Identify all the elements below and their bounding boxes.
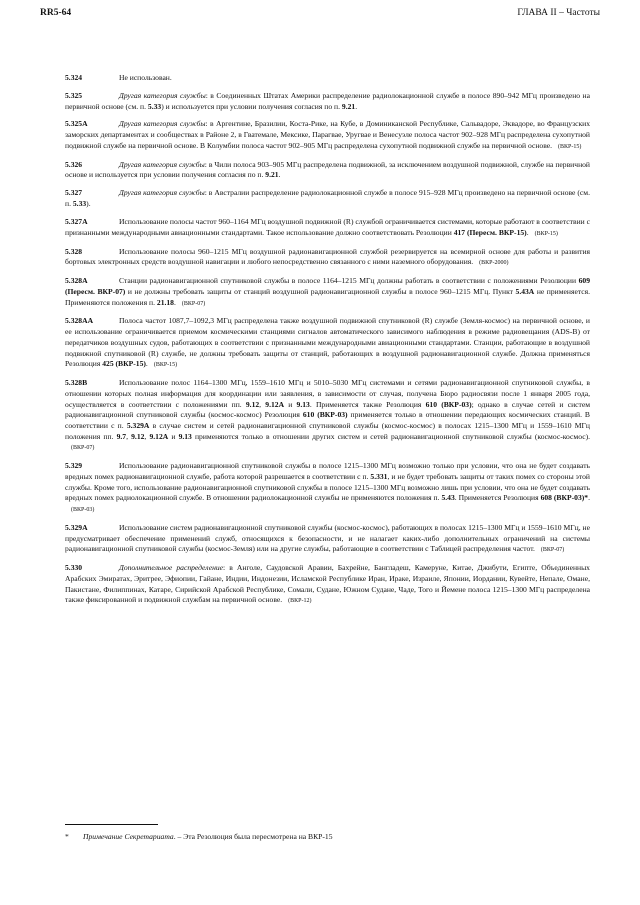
provision-number: 5.327 [65,188,83,198]
provision-text: Использование полосы 960–1215 МГц воздушной радионавигационной службой резервируется на всемирной основе для работы и развития бортовых электронных средств воздушной навигации и любого непосредственно связанного с ними наземного оборудования. [65,246,590,267]
provision-text: 9.21 [265,170,279,180]
provision-text: 9.21 [341,101,356,111]
provision-text: : в Чили полоса 903–905 МГц распределена подвижной, за исключением воздушной подвижной, службе на первичной основе и используется при условии получения согласия по п. [65,159,590,180]
provision-text: ). [86,199,91,209]
provision-text: Дополнительное распределение [119,563,224,573]
provision-paragraph [65,73,590,84]
provision-text: 9.12А [265,399,285,409]
provisions-list [65,73,590,614]
provision-text: применяются только в отношении других систем и сетей радионавигационной спутниковой службы (космос-космос). [191,431,590,441]
conference-reference: (ВКР-07) [181,300,206,307]
provision-paragraph [65,217,590,239]
provision-text: Другая категория службы [119,188,205,198]
provision-text: 9.12А [149,431,169,441]
provision-text: Полоса частот 1087,7–1092,3 МГц распределена также воздушной подвижной спутниковой (R) службе (Земля-космос) на первичной основе, и ее использование ограничивается приемом космическими станциями сигналов автоматического зависимого наблюдения в режиме радиовещания (ADS-B) от передатчиков воздушных судов, работающих в соответствии с признанными международными авиационными стандартами. Станции, работающие в воздушной подвижной спутниковой (R) службе, не должны требовать защиты от станций, работающих в воздушной радионавигационной службе. Должна применяться Резолюция [65,316,590,369]
provision-text: 9.12 [131,431,145,441]
provision-text: Использование полос 1164–1300 МГц, 1559–1610 МГц и 5010–5030 МГц системами и сетями радионавигационной спутниковой службы, в отношении которых полная информация для координации или заявления, в зависимости от случая, получена Бюро радиосвязи после 1 января 2005 года, осуществляется в соответствии с положениями пп. [65,378,590,409]
provision-number: 5.328АА [65,316,94,326]
provision-paragraph [65,160,590,181]
provision-text: . [278,170,281,180]
provision-text: и [168,431,179,441]
document-code: RR5-64 [40,8,72,18]
provision-text: . Применяется Резолюция [454,493,541,503]
footnote-text: . – Эта Резолюция была пересмотрена на ВКР-15 [173,832,333,841]
provision-text: ; однако в случае сетей и систем радионавигационной спутниковой службы (космос-космос) Резолюция [65,399,590,420]
provision-text: ) и используется при условии получения согласия по п. [161,101,342,111]
provision-text: . [145,359,148,369]
provision-paragraph [65,91,590,112]
footnote-label: Примечание Секретариата [83,832,174,841]
provision-text: 425 (ВКР-15) [102,359,146,369]
provision-text: : в Аргентине, Бразилии, Коста-Рике, на Кубе, в Доминиканской Республике, Сальвадоре, Эквадоре, во Французских заморских департаментах и сообществах в Районе 2, в Гватемале, Мексике, Парагвае, Уругвае и Венесуэле полоса частот 902–928 МГц распределена сухопутной подвижной службе на первичной основе. В Колумбии полоса частот 902–905 МГц распределена сухопутной подвижной службе на первичной основе. [65,119,591,150]
conference-reference: (ВКР-2000) [479,260,509,267]
provision-paragraph [65,276,590,309]
provision-number: 5.326 [65,159,83,169]
provision-paragraph [65,378,590,454]
provision-number: 5.328А [65,276,88,286]
provision-text: Использование полосы частот 960–1164 МГц воздушной подвижной (R) службой ограничивается системами, которые работают в соответствии с признанными международными авиационными стандартами. Такое использование должно соответствовать Резолюции [65,216,590,237]
conference-reference: (ВКР-12) [288,598,312,605]
provision-text: 9.7 [116,431,127,441]
provision-text: . [588,493,590,503]
provision-paragraph [65,247,590,269]
conference-reference: (ВКР-03) [71,507,95,514]
conference-reference: (ВКР-07) [71,445,95,452]
provision-text: . [526,227,529,237]
provision-number: 5.329 [65,461,83,471]
conference-reference: (ВКР-15) [534,230,558,237]
provision-text: 608 (ВКР-03)* [540,493,589,503]
provision-text: применяется только в отношении передающих космических станций. В соответствии с п. [65,410,590,430]
conference-reference: (ВКР-15) [153,362,178,369]
conference-reference: (ВКР-07) [540,547,565,554]
provision-text: 9.13 [296,399,310,409]
provision-paragraph [65,461,590,516]
provision-text: : в Австралии распределение радиолокационной службе в полосе 915–928 МГц произведено на первичной основе (см. п. [65,188,590,209]
provision-text: не применяется. Применяются положения п. [65,286,590,307]
provision-text: 5.33 [72,199,87,209]
provision-text: Другая категория службы [119,159,205,169]
provision-text: Использование радионавигационной спутниковой службы в полосе 1215–1300 МГц возможно только при условии, что она не будет создавать вредных помех радионавигационной службе, работа которой разрешается в соответствии с п. [65,461,590,481]
provision-text: Другая категория службы [119,119,206,129]
provision-text: , [144,431,150,441]
provision-text: , и не будет требовать защиты от таких помех со стороны этой службы. Кроме того, использование радионавигационной спутниковой службы в полосе 1215–1300 МГц возможно лишь при условии, что она не будет создавать вредных помех радиолокационной службе. В отношении радиолокационной службы не применяются положения п. [65,471,590,503]
provision-text: 5.43 [441,493,455,503]
chapter-title: ГЛАВА II – Частоты [517,8,600,18]
provision-text: 5.43А [515,286,535,296]
provision-text: Не использован. [119,73,172,82]
provision-text: , [126,431,132,441]
conference-reference: (ВКР-15) [558,143,582,150]
provision-text: 9.13 [178,431,192,441]
footnote-divider [65,824,158,825]
provision-text: . Применяется также Резолюция [309,399,426,409]
provision-paragraph [65,119,590,152]
provision-number: 5.328В [65,378,88,388]
provision-text: Другая категория службы [119,90,206,100]
provision-text: 417 (Пересм. ВКР-15) [453,227,527,237]
provision-text: . [355,101,358,111]
provision-text: 9.12 [245,399,260,409]
provision-text: : в Анголе, Саудовской Аравии, Бахрейне, Бангладеш, Камеруне, Китае, Джибути, Египте, Объединенных Арабских Эмиратах, Эритрее, Эфиопии, Гайане, Индии, Индонезии, Исламской Республике Иран, Ираке, Израиле, Японии, Иордании, Кувейте, Непале, Омане, Пакистане, Филиппинах, Катаре, Сирийской Арабской Республике, Сомали, Судане, Южном Судане, Чаде, Того и Йемене полоса 1215–1300 МГц распределена также фиксированной и подвижной службам на первичной основе. [65,563,590,605]
provision-text: 610 (ВКР-03) [425,399,472,409]
provision-number: 5.327А [65,216,88,226]
provision-text: Использование систем радионавигационной спутниковой службы (космос-космос), работающих в полосах 1215–1300 МГц и 1559–1610 МГц, не предусматривает обеспечение применений служб, относящихся к безопасности, и не налагает каких-либо дополнительных ограничений на системы радионавигационной спутниковой службы (космос-Земля) или на другие службы, работающие в соответствии с Таблицей распределения частот. [65,522,590,554]
provision-text: 609 (Пересм. ВКР-07) [65,276,590,296]
provision-paragraph [65,523,590,556]
provision-text: и не должны требовать защиты от станций воздушной радионавигационной службы в полосе 960–1215 МГц. Пункт [125,286,516,296]
provision-number: 5.325А [65,119,88,129]
provision-number: 5.328 [65,246,83,256]
provision-number: 5.330 [65,563,83,573]
provision-text: Станции радионавигационной спутниковой службы в полосе 1164–1215 МГц должны работать в соответствии с положениями Резолюции [119,276,579,286]
provision-text: : в Соединенных Штатах Америки распределение радиолокационной службе в полосе 890–942 МГц произведено на первичной основе (см. п. [65,90,590,111]
footnote-marker: * [65,832,69,841]
provision-paragraph [65,563,590,607]
provision-number: 5.325 [65,90,83,100]
provision-paragraph [65,316,590,371]
provision-text: 21.18 [156,297,174,307]
provision-text: 610 (ВКР-03) [302,410,348,420]
provision-text: 5.331 [370,471,388,481]
provision-number: 5.324 [65,73,83,82]
page-header [40,6,600,20]
provision-text: в случае систем и сетей радионавигационной спутниковой службы (космос-космос) в полосах 1215–1300 МГц и 1559–1610 МГц положения пп. [65,420,590,441]
provision-text: 5.33 [147,101,162,111]
footnote [65,832,590,843]
provision-number: 5.329А [65,522,88,532]
provision-text: , [259,399,266,409]
provision-paragraph [65,188,590,209]
provision-text: 5.329А [126,420,150,430]
provision-text: и [284,399,297,409]
provision-text: . [173,297,176,307]
